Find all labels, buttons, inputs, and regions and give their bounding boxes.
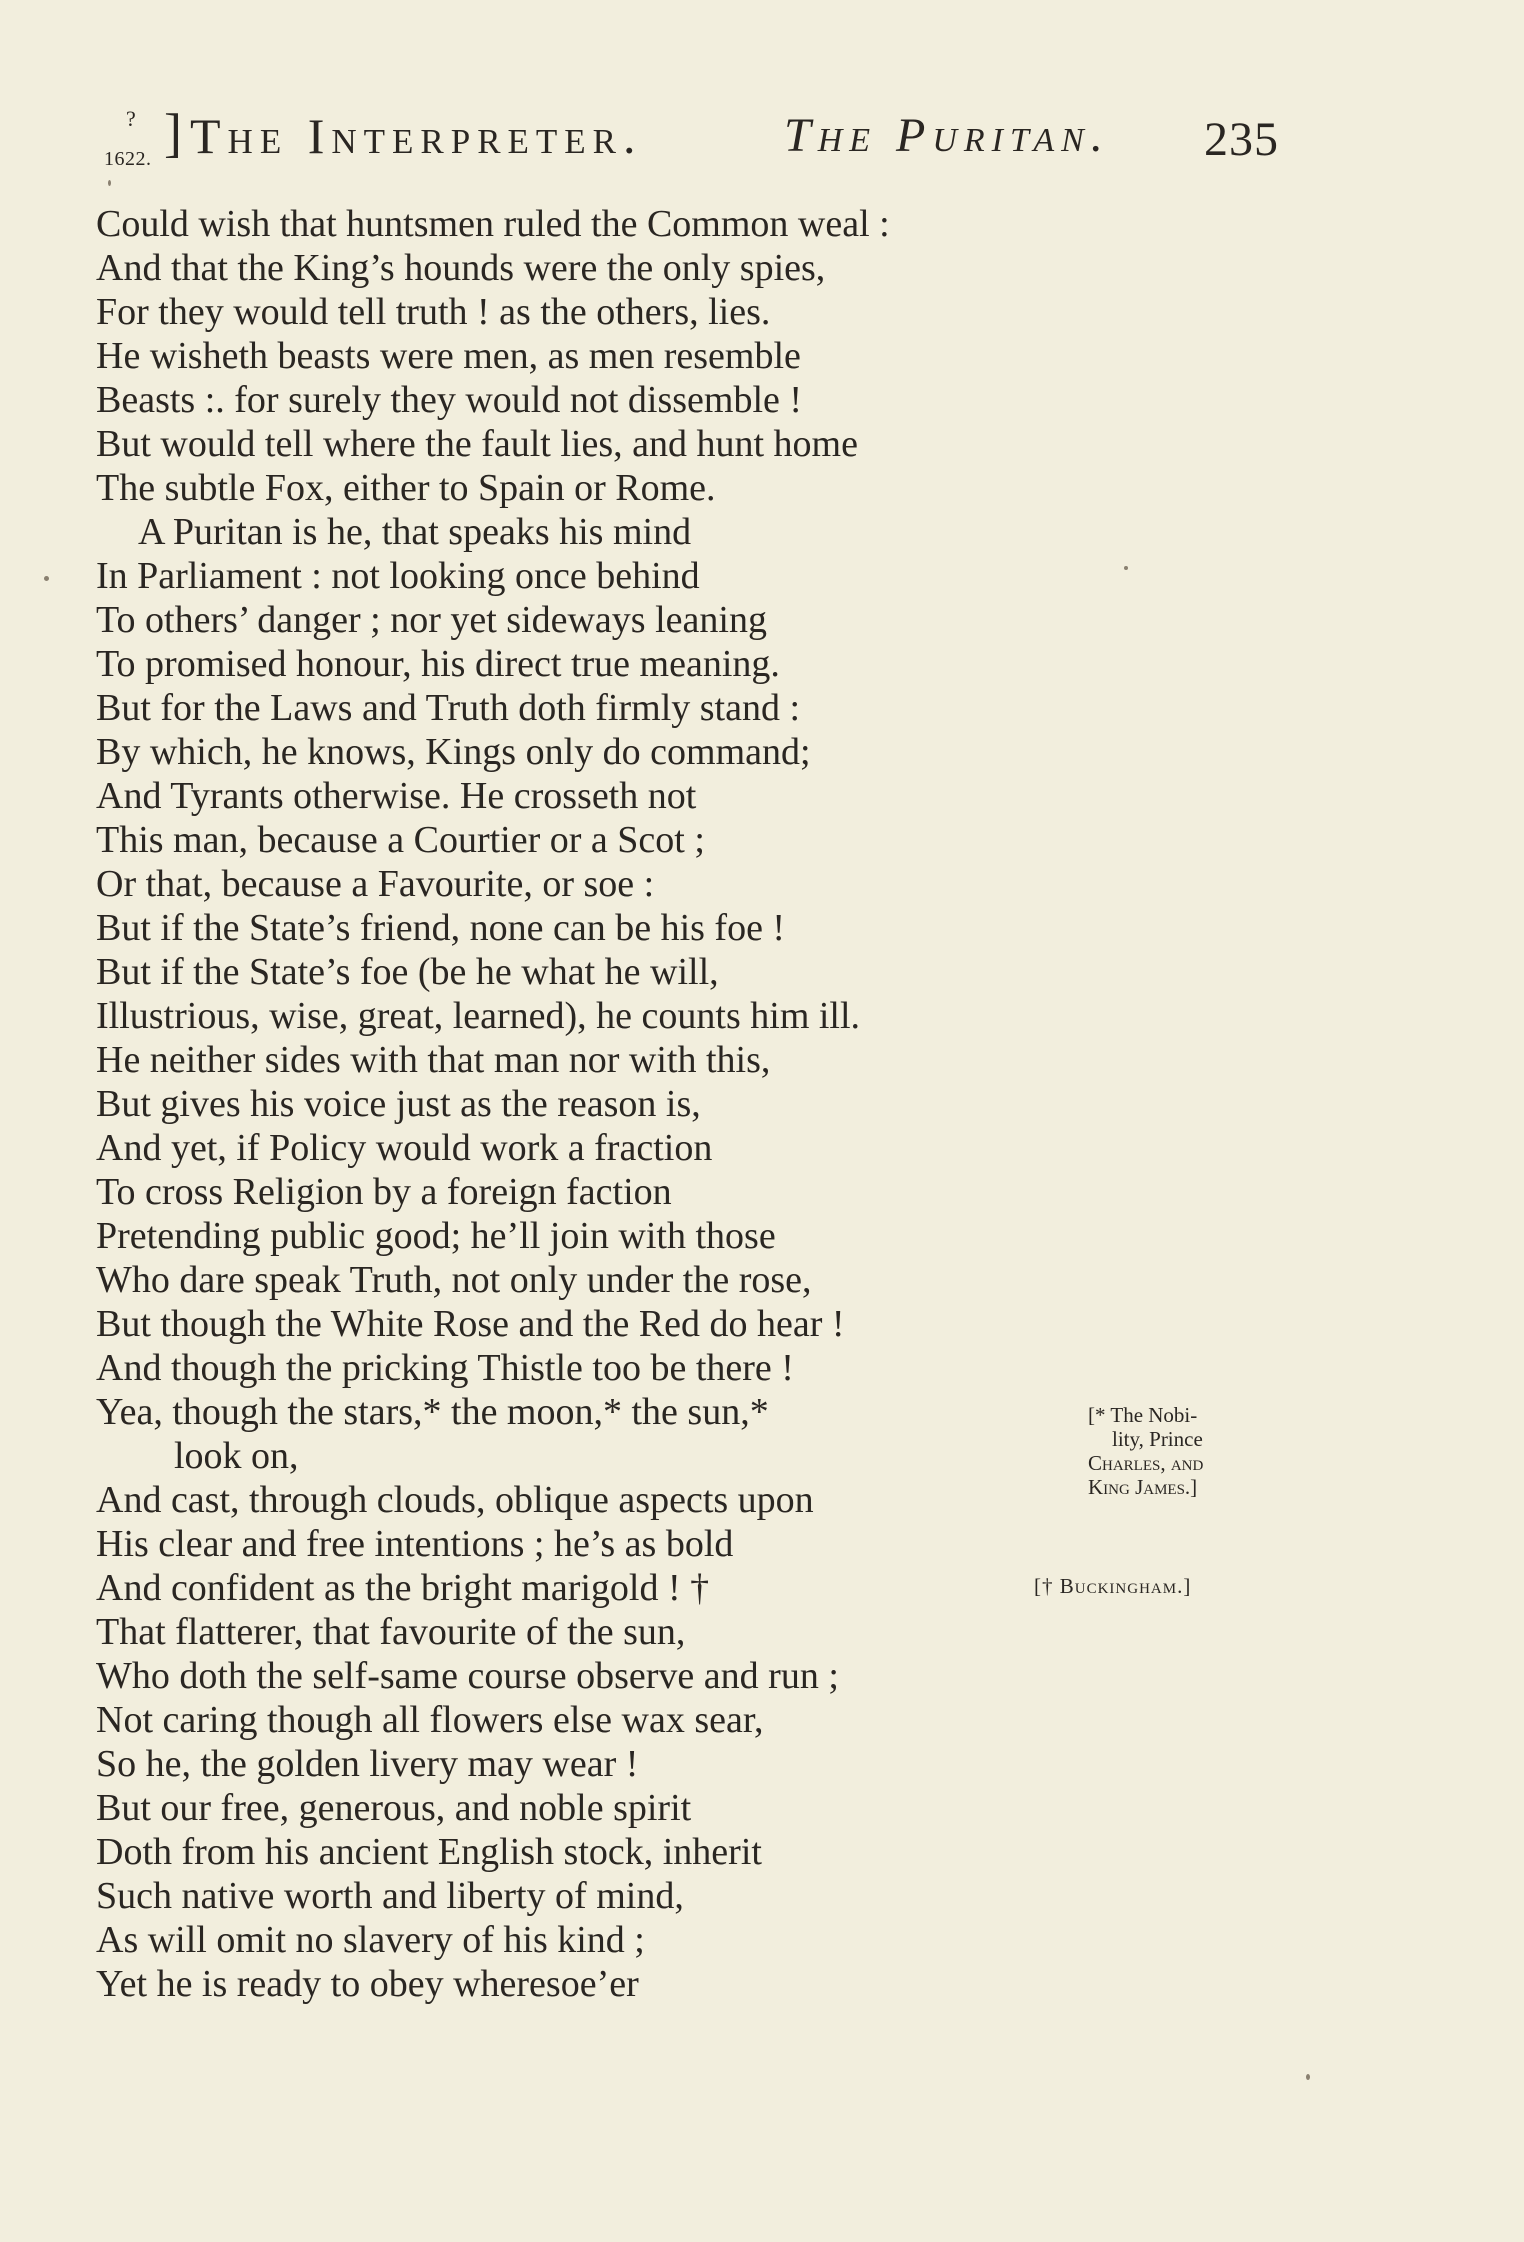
header-subtitle: The Puritan.	[784, 109, 1110, 162]
text-line: And though the pricking Thistle too be there !	[96, 1347, 794, 1389]
text-line: look on,	[174, 1435, 299, 1477]
text-line: In Parliament : not looking once behind	[96, 555, 700, 597]
margin-note-buckingham: [† Buckingham.]	[1034, 1574, 1192, 1598]
text-line: To cross Religion by a foreign faction	[96, 1171, 672, 1213]
text-line: But would tell where the fault lies, and hunt home	[96, 423, 858, 465]
header-date-query: ?	[126, 106, 136, 131]
margin-note-line: King James.]	[1088, 1475, 1198, 1499]
text-line: To promised honour, his direct true meaning.	[96, 643, 780, 685]
text-line: Doth from his ancient English stock, inherit	[96, 1831, 762, 1873]
text-line: But gives his voice just as the reason is,	[96, 1083, 701, 1125]
text-line: And Tyrants otherwise. He crosseth not	[96, 775, 697, 817]
text-line: Could wish that huntsmen ruled the Common weal :	[96, 203, 890, 245]
running-header	[104, 100, 1284, 180]
text-line: Such native worth and liberty of mind,	[96, 1875, 684, 1917]
text-line: Yet he is ready to obey wheresoe’er	[96, 1963, 639, 2005]
text-line: Not caring though all flowers else wax sear,	[96, 1699, 764, 1741]
header-date-year: 1622.	[104, 148, 152, 170]
page-number: 235	[1204, 113, 1279, 166]
text-line: A Puritan is he, that speaks his mind	[138, 511, 692, 553]
text-line: He wisheth beasts were men, as men resemble	[96, 335, 801, 377]
text-line: This man, because a Courtier or a Scot ;	[96, 819, 705, 861]
poem-text	[96, 202, 1096, 2006]
margin-note-line: lity, Prince	[1112, 1427, 1203, 1451]
scan-speck	[108, 180, 111, 186]
text-line: And confident as the bright marigold ! †	[96, 1567, 710, 1609]
text-line: His clear and free intentions ; he’s as bold	[96, 1523, 734, 1565]
text-line: But if the State’s foe (be he what he will,	[96, 951, 719, 993]
header-title: The Interpreter.	[190, 108, 643, 164]
text-line: Pretending public good; he’ll join with those	[96, 1215, 776, 1257]
header-date	[104, 106, 164, 170]
header-bracket: ]	[164, 103, 182, 163]
text-line: To others’ danger ; nor yet sideways leaning	[96, 599, 767, 641]
margin-note-line: [* The Nobi-	[1088, 1403, 1198, 1427]
text-line: Who doth the self-same course observe and run ;	[96, 1655, 839, 1697]
text-line: Or that, because a Favourite, or soe :	[96, 863, 655, 905]
text-line: As will omit no slavery of his kind ;	[96, 1919, 645, 1961]
text-line: And yet, if Policy would work a fraction	[96, 1127, 713, 1169]
text-line: That flatterer, that favourite of the sun,	[96, 1611, 686, 1653]
text-line: He neither sides with that man nor with this,	[96, 1039, 771, 1081]
text-line: But our free, generous, and noble spirit	[96, 1787, 692, 1829]
scan-speck	[1124, 566, 1128, 570]
text-line: But for the Laws and Truth doth firmly stand :	[96, 687, 801, 729]
text-line: So he, the golden livery may wear !	[96, 1743, 639, 1785]
text-line: And that the King’s hounds were the only spies,	[96, 247, 826, 289]
margin-note-nobility	[1088, 1403, 1268, 1499]
margin-note-line: Charles, and	[1088, 1451, 1204, 1475]
text-line: By which, he knows, Kings only do command;	[96, 731, 811, 773]
scan-speck	[44, 576, 49, 581]
text-line: Beasts :. for surely they would not dissemble !	[96, 379, 803, 421]
text-line: For they would tell truth ! as the others, lies.	[96, 291, 771, 333]
text-line: And cast, through clouds, oblique aspects upon	[96, 1479, 814, 1521]
text-line: Who dare speak Truth, not only under the rose,	[96, 1259, 812, 1301]
text-line: But if the State’s friend, none can be his foe !	[96, 907, 786, 949]
text-line: But though the White Rose and the Red do hear !	[96, 1303, 845, 1345]
text-line: Illustrious, wise, great, learned), he counts him ill.	[96, 995, 861, 1037]
scan-speck	[1306, 2074, 1310, 2080]
text-line: Yea, though the stars,* the moon,* the sun,*	[96, 1391, 769, 1433]
text-line: The subtle Fox, either to Spain or Rome.	[96, 467, 716, 509]
